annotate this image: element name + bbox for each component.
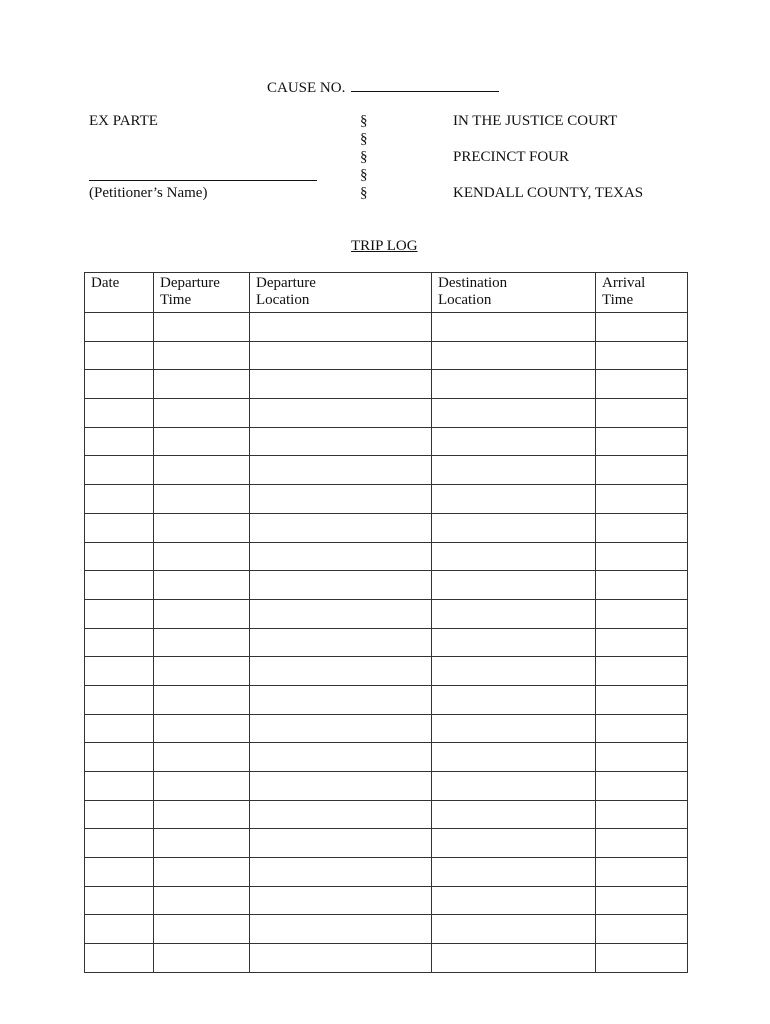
arrival-time-cell[interactable]: [596, 427, 688, 456]
destination-location-cell[interactable]: [432, 341, 596, 370]
table-row: [85, 829, 688, 858]
departure-location-cell[interactable]: [250, 599, 432, 628]
arrival-time-cell[interactable]: [596, 399, 688, 428]
cause-number-label: CAUSE NO.: [267, 80, 346, 96]
departure-location-cell[interactable]: [250, 743, 432, 772]
arrival-time-cell[interactable]: [596, 571, 688, 600]
table-row: [85, 685, 688, 714]
arrival-time-cell[interactable]: [596, 513, 688, 542]
departure-time-cell[interactable]: [154, 370, 250, 399]
column-header-departure-time: Departure Time: [154, 273, 250, 313]
departure-location-cell[interactable]: [250, 685, 432, 714]
arrival-time-cell[interactable]: [596, 456, 688, 485]
departure-time-cell[interactable]: [154, 571, 250, 600]
destination-location-cell[interactable]: [432, 743, 596, 772]
arrival-time-cell[interactable]: [596, 944, 688, 973]
destination-location-cell[interactable]: [432, 513, 596, 542]
departure-time-cell[interactable]: [154, 456, 250, 485]
arrival-time-cell[interactable]: [596, 485, 688, 514]
departure-location-cell[interactable]: [250, 313, 432, 342]
table-row: [85, 370, 688, 399]
date-cell[interactable]: [85, 628, 154, 657]
table-row: [85, 571, 688, 600]
trip-log-body: [85, 313, 688, 973]
departure-time-cell[interactable]: [154, 685, 250, 714]
arrival-time-cell[interactable]: [596, 370, 688, 399]
arrival-time-cell[interactable]: [596, 599, 688, 628]
arrival-time-cell[interactable]: [596, 915, 688, 944]
arrival-time-cell[interactable]: [596, 313, 688, 342]
destination-location-cell[interactable]: [432, 772, 596, 801]
departure-location-cell[interactable]: [250, 341, 432, 370]
date-cell[interactable]: [85, 399, 154, 428]
date-cell[interactable]: [85, 599, 154, 628]
departure-time-cell[interactable]: [154, 886, 250, 915]
departure-location-cell[interactable]: [250, 456, 432, 485]
destination-location-cell[interactable]: [432, 599, 596, 628]
departure-time-cell[interactable]: [154, 628, 250, 657]
departure-time-cell[interactable]: [154, 341, 250, 370]
table-row: [85, 313, 688, 342]
departure-time-cell[interactable]: [154, 743, 250, 772]
departure-time-cell[interactable]: [154, 714, 250, 743]
trip-log-table: [84, 272, 688, 973]
petitioner-name-label: (Petitioner’s Name): [89, 185, 208, 201]
date-cell[interactable]: [85, 915, 154, 944]
court-county: KENDALL COUNTY, TEXAS: [453, 185, 644, 201]
table-row: [85, 944, 688, 973]
destination-location-cell[interactable]: [432, 915, 596, 944]
table-row: [85, 399, 688, 428]
ex-parte-label: EX PARTE: [89, 113, 158, 129]
date-cell[interactable]: [85, 829, 154, 858]
date-cell[interactable]: [85, 370, 154, 399]
table-row: [85, 915, 688, 944]
date-cell[interactable]: [85, 858, 154, 887]
date-cell[interactable]: [85, 772, 154, 801]
destination-location-cell[interactable]: [432, 800, 596, 829]
departure-location-cell[interactable]: [250, 915, 432, 944]
column-header-destination-location: Destination Location: [432, 273, 596, 313]
table-row: [85, 858, 688, 887]
destination-location-cell[interactable]: [432, 542, 596, 571]
date-cell[interactable]: [85, 313, 154, 342]
section-symbol: §: [360, 185, 368, 201]
table-row: [85, 657, 688, 686]
destination-location-cell[interactable]: [432, 944, 596, 973]
section-symbol: §: [360, 113, 368, 129]
petitioner-name-blank[interactable]: [89, 180, 317, 181]
table-row: [85, 599, 688, 628]
table-row: [85, 800, 688, 829]
section-symbol: §: [360, 167, 368, 183]
date-cell[interactable]: [85, 542, 154, 571]
departure-location-cell[interactable]: [250, 485, 432, 514]
arrival-time-cell[interactable]: [596, 858, 688, 887]
departure-location-cell[interactable]: [250, 772, 432, 801]
table-row: [85, 628, 688, 657]
departure-time-cell[interactable]: [154, 313, 250, 342]
cause-number-blank[interactable]: [351, 78, 499, 92]
arrival-time-cell[interactable]: [596, 800, 688, 829]
date-cell[interactable]: [85, 714, 154, 743]
destination-location-cell[interactable]: [432, 886, 596, 915]
destination-location-cell[interactable]: [432, 685, 596, 714]
departure-location-cell[interactable]: [250, 657, 432, 686]
date-cell[interactable]: [85, 456, 154, 485]
destination-location-cell[interactable]: [432, 714, 596, 743]
departure-time-cell[interactable]: [154, 858, 250, 887]
date-cell[interactable]: [85, 485, 154, 514]
arrival-time-cell[interactable]: [596, 341, 688, 370]
column-header-date: Date: [85, 273, 154, 313]
destination-location-cell[interactable]: [432, 427, 596, 456]
departure-location-cell[interactable]: [250, 370, 432, 399]
table-row: [85, 714, 688, 743]
destination-location-cell[interactable]: [432, 829, 596, 858]
destination-location-cell[interactable]: [432, 370, 596, 399]
departure-location-cell[interactable]: [250, 944, 432, 973]
departure-time-cell[interactable]: [154, 427, 250, 456]
departure-time-cell[interactable]: [154, 800, 250, 829]
destination-location-cell[interactable]: [432, 313, 596, 342]
date-cell[interactable]: [85, 685, 154, 714]
table-row: [85, 743, 688, 772]
destination-location-cell[interactable]: [432, 399, 596, 428]
date-cell[interactable]: [85, 513, 154, 542]
departure-location-cell[interactable]: [250, 886, 432, 915]
departure-location-cell[interactable]: [250, 628, 432, 657]
departure-time-cell[interactable]: [154, 944, 250, 973]
arrival-time-cell[interactable]: [596, 542, 688, 571]
departure-time-cell[interactable]: [154, 399, 250, 428]
table-row: [85, 341, 688, 370]
table-row: [85, 427, 688, 456]
departure-location-cell[interactable]: [250, 714, 432, 743]
departure-location-cell[interactable]: [250, 800, 432, 829]
table-row: [85, 513, 688, 542]
departure-location-cell[interactable]: [250, 542, 432, 571]
cause-number-field: [267, 78, 499, 97]
departure-location-cell[interactable]: [250, 427, 432, 456]
departure-time-cell[interactable]: [154, 772, 250, 801]
destination-location-cell[interactable]: [432, 456, 596, 485]
departure-location-cell[interactable]: [250, 858, 432, 887]
court-name: IN THE JUSTICE COURT: [453, 113, 618, 129]
departure-time-cell[interactable]: [154, 513, 250, 542]
column-header-arrival-time: Arrival Time: [596, 273, 688, 313]
arrival-time-cell[interactable]: [596, 714, 688, 743]
destination-location-cell[interactable]: [432, 571, 596, 600]
table-row: [85, 456, 688, 485]
destination-location-cell[interactable]: [432, 628, 596, 657]
court-precinct: PRECINCT FOUR: [453, 149, 570, 165]
arrival-time-cell[interactable]: [596, 829, 688, 858]
date-cell[interactable]: [85, 800, 154, 829]
arrival-time-cell[interactable]: [596, 685, 688, 714]
destination-location-cell[interactable]: [432, 858, 596, 887]
table-row: [85, 772, 688, 801]
departure-location-cell[interactable]: [250, 829, 432, 858]
departure-time-cell[interactable]: [154, 915, 250, 944]
arrival-time-cell[interactable]: [596, 886, 688, 915]
departure-location-cell[interactable]: [250, 571, 432, 600]
table-row: [85, 886, 688, 915]
departure-location-cell[interactable]: [250, 399, 432, 428]
table-header-row: [85, 273, 688, 313]
document-title: TRIP LOG: [351, 238, 418, 254]
section-symbol-column: [360, 113, 380, 203]
date-cell[interactable]: [85, 427, 154, 456]
departure-time-cell[interactable]: [154, 657, 250, 686]
date-cell[interactable]: [85, 886, 154, 915]
column-header-departure-location: Departure Location: [250, 273, 432, 313]
departure-time-cell[interactable]: [154, 542, 250, 571]
destination-location-cell[interactable]: [432, 657, 596, 686]
departure-location-cell[interactable]: [250, 513, 432, 542]
table-row: [85, 485, 688, 514]
date-cell[interactable]: [85, 657, 154, 686]
arrival-time-cell[interactable]: [596, 743, 688, 772]
section-symbol: §: [360, 149, 368, 165]
departure-time-cell[interactable]: [154, 485, 250, 514]
date-cell[interactable]: [85, 743, 154, 772]
section-symbol: §: [360, 131, 368, 147]
date-cell[interactable]: [85, 341, 154, 370]
arrival-time-cell[interactable]: [596, 628, 688, 657]
arrival-time-cell[interactable]: [596, 772, 688, 801]
destination-location-cell[interactable]: [432, 485, 596, 514]
arrival-time-cell[interactable]: [596, 657, 688, 686]
table-row: [85, 542, 688, 571]
date-cell[interactable]: [85, 571, 154, 600]
departure-time-cell[interactable]: [154, 829, 250, 858]
departure-time-cell[interactable]: [154, 599, 250, 628]
date-cell[interactable]: [85, 944, 154, 973]
